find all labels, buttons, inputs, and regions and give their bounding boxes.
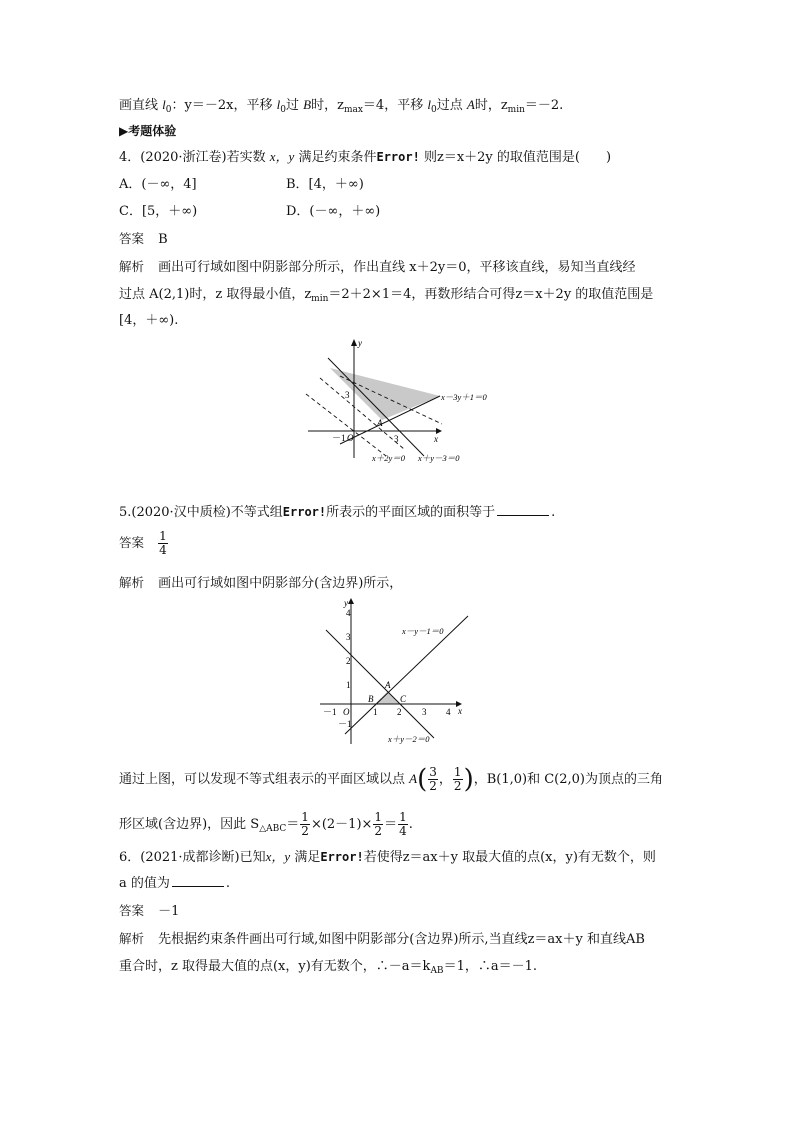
intro-max-sub: max [343,105,363,115]
intro-text-d: 时，z [311,98,344,113]
q5-a-y-den: 2 [453,779,462,793]
fig2-line2-label: x＋y－2＝0 [388,734,430,744]
q5-answer-den: 4 [159,543,167,557]
q5-frac-3 [398,811,408,838]
intro-min-sub: min [507,105,525,115]
q5-answer-fraction [158,530,168,557]
q4-analysis-2 [119,286,653,308]
fig2-y-label: y [344,598,348,608]
q4-stem-a: 4．(2020·浙江卷)若实数 [119,150,266,165]
q5-analysis-3e: . [408,817,413,832]
intro-line [119,96,563,119]
q5-stem-b: 所表示的平面区域的面积等于 [326,505,496,520]
fig2-ytick-1: 1 [346,680,351,690]
q5-point-a: A [409,771,418,786]
q6-blank[interactable] [172,874,224,887]
q5-analysis-3d: ＝ [384,817,398,832]
q4-answer-value: B [158,232,168,247]
q5-analysis-3a: 形区域(含边界)，因此 S [119,817,260,832]
q5-answer-num: 1 [159,529,167,543]
q5-answer [119,530,169,564]
q6-analysis-label: 解析 [119,931,145,946]
intro-text-h: ＝－2. [524,98,564,113]
q5-frac-1 [300,811,310,838]
q6-answer-label: 答案 [119,903,145,918]
fig2-xtick-m1: －1 [323,707,337,717]
q4-stem-b: 满足约束条件 [298,150,377,165]
intro-l0-sub: 0 [165,105,172,115]
q5-analysis-3b: ＝ [286,817,300,832]
q5-frac-3-num: 1 [399,810,407,824]
q6-analysis-2b: ＝1，∴a＝－1. [443,959,537,974]
q5-analysis-1 [119,574,402,593]
q5-frac-2-den: 2 [374,824,383,838]
q5-a-x-den: 2 [429,779,437,793]
q4-option-a: A．(－∞，4] [119,177,197,192]
q5-frac-3-den: 4 [399,824,407,838]
q4-option-b: B．[4，＋∞) [286,177,364,192]
q4-analysis-text-1: 画出可行域如图中阴影部分所示，作出直线 x＋2y＝0，平移该直线，易知当直线经 [158,260,636,275]
fig2-xtick-3: 3 [422,707,427,717]
q6-stem-end: . [225,876,231,891]
q5-analysis-3c: ×(2－1)× [310,817,373,832]
fig2-origin: O [343,707,350,717]
fig2-ytick-4: 4 [346,608,351,618]
q6-analysis-2 [119,958,537,980]
q5-analysis-2: 通过上图，可以发现不等式组表示的平面区域以点 A( $\frac{3}{2}$ ， $\frac{1}{2}$ )，B(1,0)和 C(2,0)为顶点的三角 [119,764,663,795]
fig2-x-label: x [458,706,462,716]
fig1-line2-label: x＋2y＝0 [372,453,406,463]
intro-text-f: 过点 [436,98,463,113]
q5-analysis-label: 解析 [119,575,145,590]
intro-l0-c: l [427,97,431,112]
fig2-ytick-m1: －1 [338,719,352,729]
intro-text-e: ＝4，平移 [362,98,424,113]
q5-analysis-text-1: 画出可行域如图中阴影部分(含边界)所示， [158,576,403,591]
intro-text-a: 画直线 [119,98,159,113]
fig1-y-arrow [351,339,357,346]
fig1-point-a: A [377,418,383,428]
q5-analysis-2a: 通过上图，可以发现不等式组表示的平面区域以点 [119,772,406,787]
intro-text-b: ：y＝－2x，平移 [171,98,273,113]
fig2-point-b: B [368,694,374,704]
q6-analysis-1 [119,930,645,949]
q4-error: Error! [376,150,420,164]
q5-paren-close: ) [463,764,474,795]
q5-a-y-num: 1 [453,765,462,779]
q6-stem-b: 满足 [294,850,321,865]
q4-analysis-1 [119,258,636,277]
q6-analysis-2a: 重合时，z 取得最大值的点(x，y)有无数个，∴－a＝k [119,959,431,974]
fig1-y-label: y [358,338,362,348]
intro-text-g: 时，z [474,98,508,113]
intro-l0-sub-c: 0 [430,105,437,115]
q6-stem-a: 6．(2021·成都诊断)已知 [119,850,266,865]
q5-blank[interactable] [497,503,549,516]
q5-analysis-2b: ，B(1,0)和 C(2,0)为顶点的三角 [473,772,663,787]
q5-frac-2-num: 1 [374,810,383,824]
fig1-tick-m1: －1 [332,433,346,443]
figure-1 [300,336,500,468]
fig2-xtick-4: 4 [446,707,451,717]
q5-frac-2 [373,811,383,838]
q4-analysis-3: [4，＋∞). [119,313,179,328]
q6-stem-2 [119,874,230,893]
q5-stem-a: 5.(2020·汉中质检)不等式组 [119,505,283,520]
fig2-xtick-2: 2 [397,707,402,717]
q5-stem-end: . [551,505,556,520]
q5-frac-1-num: 1 [301,810,309,824]
q5-paren-open: ( [417,764,428,795]
q5-frac-1-den: 2 [301,824,309,838]
fig1-tick-3y: 3 [345,390,350,400]
q6-answer-value: －1 [158,904,180,919]
q6-vars: x，y [265,849,291,864]
fig1-line1-label: x－3y＋1＝0 [441,392,487,402]
q4-option-d: D．(－∞，＋∞) [286,204,381,219]
q6-analysis-text-1: 先根据约束条件画出可行域,如图中阴影部分(含边界)所示,当直线z＝ax＋y 和直线AB [158,932,645,947]
q6-stem-1 [119,848,656,867]
q5-answer-label: 答案 [119,535,145,550]
fig1-x-label: x [434,434,438,444]
section-header: ▶考题体验 [119,124,177,138]
q5-analysis-3-sub: △ABC [259,824,287,834]
intro-l0-sub-b: 0 [280,105,286,115]
q6-stem-c: 若使得z＝ax＋y 取最大值的点(x，y)有无数个，则 [363,850,656,865]
q4-analysis-label: 解析 [119,259,145,274]
q5-analysis-3 [119,810,413,840]
q6-answer [119,902,179,921]
q6-stem-2-text: a 的值为 [119,876,170,891]
figure-2 [318,596,478,748]
q5-a-y-fraction [453,766,463,793]
q4-stem-c: 则z＝x＋2y 的取值范围是( ) [423,150,612,165]
q4-answer-label: 答案 [119,231,145,246]
q6-analysis-2-sub: AB [430,966,444,976]
fig2-ytick-3: 3 [346,632,351,642]
q5-a-x-num: 3 [429,765,437,779]
fig2-xtick-1: 1 [373,707,378,717]
intro-point-a: A [466,97,475,112]
fig2-point-c: C [400,694,407,704]
q4-stem [119,148,611,167]
q4-answer [119,230,168,249]
fig2-ytick-2: 2 [346,656,351,666]
intro-point-b: B [303,97,312,112]
fig2-y-arrow [348,598,354,604]
q4-analysis-2b: ＝2＋2×1＝4，再数形结合可得z＝x＋2y 的取值范围是 [328,287,654,302]
q5-error: Error! [282,505,327,519]
q6-error: Error! [320,850,364,864]
q5-a-x-fraction [428,766,438,793]
fig1-tick-3x: 3 [394,434,399,444]
q4-vars: x，y [269,149,295,164]
q4-analysis-2a: 过点 A(2,1)时，z 取得最小值，z [119,287,312,302]
q4-option-c: C．[5，＋∞) [119,204,198,219]
intro-l0-b: l [276,97,281,112]
fig2-line1-label: x－y－1＝0 [402,626,444,636]
fig2-point-a: A [385,680,391,690]
fig1-line3-label: x＋y－3＝0 [418,453,460,463]
q4-analysis-2-sub: min [311,294,329,304]
intro-l0: l [162,97,166,112]
fig1-origin: O [347,433,354,443]
intro-text-c: 过 [285,98,299,113]
q5-stem [119,503,555,522]
